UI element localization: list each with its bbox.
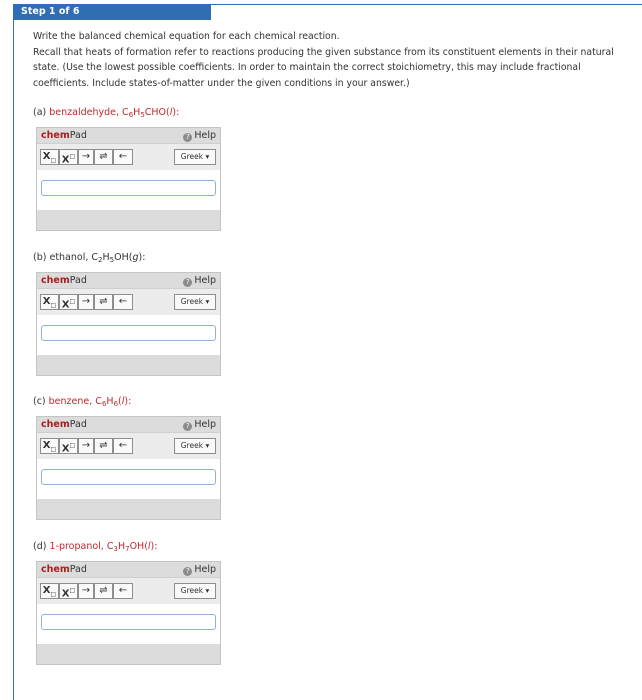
equation-input[interactable]: [41, 180, 216, 196]
part-a-label: [33, 107, 179, 119]
chempad-title: chemPad: [41, 275, 87, 286]
equation-input[interactable]: [41, 614, 216, 630]
chempad-body: [37, 604, 220, 644]
chempad-header: [37, 128, 220, 143]
back-arrow-button[interactable]: ←: [113, 583, 133, 599]
help-icon: ?: [183, 133, 192, 142]
equilibrium-arrow-button[interactable]: ⇌: [94, 149, 113, 165]
help-button[interactable]: ? Help: [183, 419, 216, 431]
help-icon: ?: [183, 278, 192, 287]
instructions: [33, 29, 623, 91]
part-c-label: [33, 396, 131, 408]
part-prefix: (c): [33, 396, 49, 407]
greek-dropdown[interactable]: Greek ▾: [174, 294, 216, 310]
compound-formula: ethanol, $C_2H_5OH(g)$:: [49, 252, 146, 264]
help-icon: ?: [183, 567, 192, 576]
superscript-button[interactable]: X□: [59, 583, 78, 599]
step-header: Step 1 of 6: [13, 4, 211, 20]
help-button[interactable]: ? Help: [183, 564, 216, 576]
compound-formula: benzaldehyde, $C_6H_5CHO(l)$:: [49, 107, 180, 119]
chempad-toolbar: [37, 143, 220, 171]
part-d-label: [33, 541, 157, 553]
equilibrium-arrow-button[interactable]: ⇌: [94, 294, 113, 310]
compound-formula: benzene, $C_6H_6(l)$:: [48, 396, 132, 408]
arrow-button[interactable]: →: [78, 294, 94, 310]
back-arrow-button[interactable]: ←: [113, 438, 133, 454]
superscript-button[interactable]: X□: [59, 438, 78, 454]
arrow-button[interactable]: →: [78, 438, 94, 454]
chempad-c: [36, 416, 221, 520]
equation-input[interactable]: [41, 325, 216, 341]
help-button[interactable]: ? Help: [183, 130, 216, 142]
subscript-button[interactable]: $X_□$: [40, 149, 59, 165]
help-icon: ?: [183, 422, 192, 431]
greek-dropdown[interactable]: Greek ▾: [174, 438, 216, 454]
instruction-line-2: Recall that heats of formation refer to reactions producing the given substance from its constituent elements in their natural state. (Use the lowest possible coefficients. In order to maintain the correct stoichiometry, this may include fractional coefficients. Include states-of-matter under the given conditions in your answer.): [33, 46, 614, 89]
chempad-toolbar: [37, 288, 220, 316]
chempad-title: chemPad: [41, 130, 87, 141]
chempad-title: chemPad: [41, 419, 87, 430]
arrow-button[interactable]: →: [78, 583, 94, 599]
subscript-button[interactable]: $X_□$: [40, 294, 59, 310]
chempad-body: [37, 459, 220, 499]
superscript-button[interactable]: X□: [59, 294, 78, 310]
chempad-toolbar: [37, 432, 220, 460]
chempad-b: [36, 272, 221, 376]
part-prefix: (a): [33, 107, 50, 118]
back-arrow-button[interactable]: ←: [113, 149, 133, 165]
superscript-button[interactable]: X□: [59, 149, 78, 165]
greek-dropdown[interactable]: Greek ▾: [174, 583, 216, 599]
compound-formula: 1-propanol, $C_3H_7OH(l)$:: [49, 541, 158, 553]
chempad-d: [36, 561, 221, 665]
subscript-button[interactable]: $X_□$: [40, 583, 59, 599]
chempad-header: [37, 273, 220, 288]
part-b-label: [33, 252, 145, 264]
part-prefix: (d): [33, 541, 50, 552]
equation-input[interactable]: [41, 469, 216, 485]
chempad-a: [36, 127, 221, 231]
chempad-title: chemPad: [41, 564, 87, 575]
arrow-button[interactable]: →: [78, 149, 94, 165]
chempad-header: [37, 417, 220, 432]
greek-dropdown[interactable]: Greek ▾: [174, 149, 216, 165]
equilibrium-arrow-button[interactable]: ⇌: [94, 583, 113, 599]
part-prefix: (b): [33, 252, 50, 263]
subscript-button[interactable]: $X_□$: [40, 438, 59, 454]
help-button[interactable]: ? Help: [183, 275, 216, 287]
chempad-header: [37, 562, 220, 577]
equilibrium-arrow-button[interactable]: ⇌: [94, 438, 113, 454]
back-arrow-button[interactable]: ←: [113, 294, 133, 310]
instruction-line-1: Write the balanced chemical equation for each chemical reaction.: [33, 31, 340, 42]
chempad-body: [37, 170, 220, 210]
chempad-body: [37, 315, 220, 355]
chempad-toolbar: [37, 577, 220, 605]
